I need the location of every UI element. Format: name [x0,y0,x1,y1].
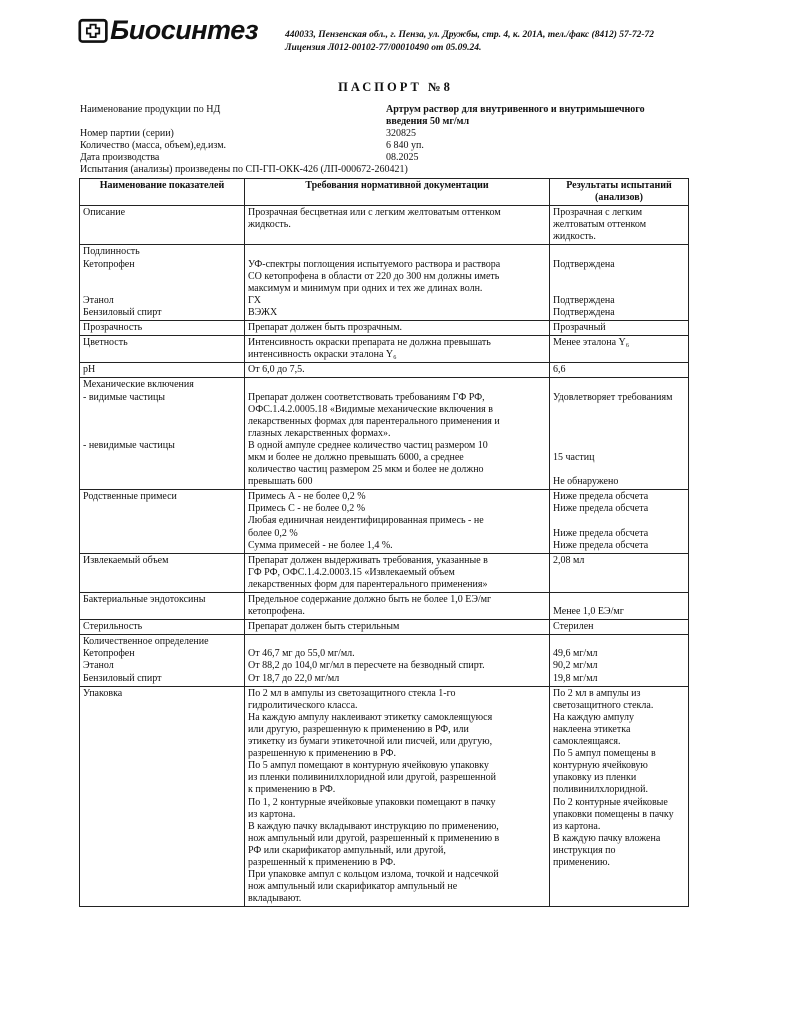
cell-line [248,636,546,648]
cell-line: Удовлетворяет требованиям [553,391,673,403]
cell-line: Извлекаемый объем [83,554,169,566]
cell-line: Бензиловый спирт [83,306,162,318]
cell-line: Прозрачная бесцветная или с легким желтоватым оттенком [248,207,501,219]
cell-line: От 88,2 до 104,0 мг/мл в пересчете на безводный спирт. [248,660,485,672]
cell-line: ГХ [248,294,262,306]
table-row [80,245,689,321]
column-header-name: Наименование показателей [80,179,245,206]
requirement-cell [245,686,550,907]
result-cell [550,363,689,378]
cell-line: из пленки поливинилхлоридной или другой, разрешенной [248,772,496,784]
cell-line: или другую, разрешенную к применению в РФ, или [248,723,469,735]
cell-line: Препарат должен выдерживать требования, указанные в [248,554,488,566]
cell-line: Прозрачный [553,322,606,334]
cell-line: Препарат должен быть прозрачным. [248,322,403,334]
cell-line: - невидимые частицы [83,439,175,451]
table-header-row [80,179,689,206]
cell-line: Предельное содержание должно быть не более 1,0 ЕЭ/мг [248,594,492,605]
product-value-line: Артрум раствор для внутривенного и внутримышечного [386,104,645,115]
indicator-cell [80,635,245,686]
cell-line: Подтверждена [553,294,615,306]
cell-line: Прозрачная с легким [553,207,643,219]
product-value [386,104,706,128]
requirement-cell [245,490,550,553]
result-cell [550,206,689,245]
cell-line: По 5 ампул помещены в [553,748,656,760]
table-row [80,378,689,490]
cell-line: Сумма примесей - не более 1,4 %. [248,539,393,551]
cell-line: Подтверждена [553,258,615,270]
cell-line: поливинилхлоридной. [553,784,648,796]
cell-line: СО кетопрофена в области от 220 до 300 нм должны иметь [248,270,500,282]
cell-line: нож ампульный или скарификатор ампульный не [248,881,458,893]
table-row [80,620,689,635]
indicator-cell [80,336,245,363]
result-cell [550,635,689,686]
requirement-cell [245,378,550,490]
cell-line: гидролитического класса. [248,699,358,711]
cell-line: 19,8 мг/мл [553,672,598,684]
cell-line: По 2 мл в ампулы из [553,687,641,699]
cell-line: Механические включения [83,379,194,391]
cell-line [83,283,241,295]
cell-line: Препарат должен соответствовать требованиям ГФ РФ, [248,391,485,403]
requirement-cell [245,620,550,635]
document-title: ПАСПОРТ №8 [338,80,453,94]
cell-line: Бензиловый спирт [83,672,162,684]
cell-line: Подлинность [83,246,140,258]
cell-line: инструкция по [553,844,616,856]
result-cell [550,593,689,620]
cell-line: Стерильность [83,621,143,633]
result-cell [550,321,689,336]
cell-line: Этанол [83,660,114,672]
table-body [80,206,689,907]
result-cell [550,378,689,490]
specification-table [79,178,689,907]
cell-line: разрешенный к применению в РФ. [248,856,396,868]
cell-line: По 1, 2 контурные ячейковые упаковки помещают в пачку [248,796,496,808]
requirement-cell [245,553,550,592]
cell-line: 2,08 мл [553,554,585,566]
production-date-label: Дата производства [80,152,160,163]
cell-line [553,271,685,283]
cell-line [83,404,241,416]
cell-line [553,440,685,452]
cell-line: Любая единичная неидентифицированная примесь - не [248,515,484,527]
cell-line: ГФ РФ, ОФС.1.4.2.0003.15 «Извлекаемый объем [248,566,455,578]
requirement-cell [245,635,550,686]
cell-line: разрешенную к применению в РФ. [248,748,396,760]
table-row [80,686,689,907]
cell-line [83,271,241,283]
cell-line: Ниже предела обсчета [553,527,649,539]
requirement-cell [245,593,550,620]
cell-line: Примесь С - не более 0,2 % [248,503,366,515]
cell-line: Интенсивность окраски препарата не должна превышать [248,337,491,349]
cell-line: По 2 контурные ячейковые [553,796,668,808]
requirement-cell [245,336,550,363]
cell-line [83,416,241,428]
cell-line [248,246,546,258]
table-row [80,490,689,553]
cell-line: На каждую ампулу [553,711,634,723]
cell-line: количество частиц размером 25 мкм и более не должно [248,464,484,476]
cell-line [553,283,685,295]
cell-line: кетопрофена. [248,606,305,618]
cell-line: Упаковка [83,687,123,699]
cell-line: Подтверждена [553,306,615,318]
cell-line: Этанол [83,294,114,306]
cell-line: От 46,7 мг до 55,0 мг/мл. [248,648,355,660]
cell-line: Препарат должен быть стерильным [248,621,400,633]
cell-line [553,246,685,258]
cell-line: контурную ячейковую [553,760,648,772]
cell-line: применению. [553,856,610,868]
cell-line [83,476,241,488]
column-header-requirements: Требования нормативной документации [245,179,550,206]
result-cell [550,686,689,907]
cell-line: Бактериальные эндотоксины [83,594,206,605]
requirement-cell [245,206,550,245]
cell-line: максимум и минимум при одних и тех же длинах волн. [248,282,483,294]
cell-line: лекарственных форм для парентерального применения» [248,578,488,590]
requirement-cell [245,245,550,321]
cell-line: Ниже предела обсчета [553,503,649,515]
cell-line: По 2 мл в ампулы из светозащитного стекла 1-го [248,687,456,699]
cell-line: глазных лекарственных формах». [248,427,391,439]
batch-label: Номер партии (серии) [80,128,174,139]
cell-line: мкм и более не должно превышать 6000, а среднее [248,451,464,463]
cell-line [83,452,241,464]
cell-line: интенсивность окраски эталона Y₆ [248,349,397,361]
cell-line: превышать 600 [248,476,313,488]
cell-line: вкладывают. [248,893,302,905]
cell-line: лекарственных формах для парентерального применения и [248,415,500,427]
biosintez-logo-icon [78,15,108,45]
cell-line [248,379,546,391]
result-cell [550,553,689,592]
cell-line: упаковки помещены в пачку [553,808,674,820]
cell-line [553,416,685,428]
cell-line [83,464,241,476]
cell-line [553,428,685,440]
cell-line [553,404,685,416]
table-row [80,321,689,336]
cell-line [553,379,685,391]
indicator-cell [80,620,245,635]
cell-line: На каждую ампулу наклеивают этикетку самоклеящуюся [248,711,493,723]
company-logo [78,14,258,46]
cell-line [83,428,241,440]
cell-line: В одной ампуле среднее количество частиц размером 10 [248,439,488,451]
cell-line: РФ или скарификатор ампульный, или другой, [248,844,446,856]
cell-line: из картона. [248,808,296,820]
quantity-value: 6 840 уп. [386,140,424,151]
table-row [80,635,689,686]
cell-line: Цветность [83,337,128,349]
cell-line: При упаковке ампул с кольцом излома, точкой и надсечкой [248,869,499,881]
cell-line: этикетку из бумаги этикеточной или писчей, или другую, [248,736,493,748]
indicator-cell [80,553,245,592]
cell-line: ВЭЖХ [248,306,278,318]
cell-line: От 18,7 до 22,0 мг/мл [248,672,340,684]
cell-line: От 6,0 до 7,5. [248,364,305,376]
cell-line [553,464,685,476]
cell-line: В каждую пачку вкладывают инструкцию по применению, [248,820,499,832]
cell-line: светозащитного стекла. [553,699,654,711]
cell-line: нож ампульный или другой, разрешенный к применению в [248,832,500,844]
indicator-cell [80,686,245,907]
cell-line: 15 частиц [553,451,595,463]
company-address [285,29,654,55]
cell-line: упаковку из пленки [553,772,637,784]
indicator-cell [80,245,245,321]
cell-line: ОФС.1.4.2.0005.18 «Видимые механические включения в [248,403,493,415]
cell-line: Не обнаружено [553,476,619,488]
table-row [80,363,689,378]
table-row [80,553,689,592]
cell-line [553,636,685,648]
cell-line: Количественное определение [83,636,209,648]
batch-value: 320825 [386,128,416,139]
indicator-cell [80,490,245,553]
result-cell [550,490,689,553]
indicator-cell [80,593,245,620]
requirement-cell [245,363,550,378]
table-row [80,206,689,245]
table-row [80,336,689,363]
logo-text: Биосинтез [110,14,258,45]
cell-line: 6,6 [553,364,566,376]
cell-line: Ниже предела обсчета [553,539,649,551]
cell-line: УФ-спектры поглощения испытуемого раствора и раствора [248,258,501,270]
product-label: Наименование продукции по НД [80,104,221,115]
cell-line: наклеена этикетка [553,723,631,735]
address-line: 440033, Пензенская обл., г. Пенза, ул. Дружбы, стр. 4, к. 201А, тел./факс (8412) 57-72-72 [285,30,655,40]
cell-line: Примесь А - не более 0,2 % [248,491,366,503]
cell-line: Родственные примеси [83,491,177,503]
cell-line: Кетопрофен [83,648,135,660]
cell-line: желтоватым оттенком [553,219,647,231]
cell-line: к применению в РФ. [248,784,336,796]
tests-reference: Испытания (анализы) произведены по СП-ГП-ОКК-426 (ЛП-000672-260421) [80,164,408,175]
cell-line: Ниже предела обсчета [553,491,649,503]
result-cell [550,336,689,363]
indicator-cell [80,363,245,378]
indicator-cell [80,378,245,490]
cell-line: По 5 ампул помещают в контурную ячейковую упаковку [248,760,489,772]
cell-line: самоклеящаяся. [553,736,621,748]
cell-line: жидкость. [248,219,291,231]
result-cell [550,245,689,321]
cell-line: pH [83,364,96,376]
table-row [80,593,689,620]
indicator-cell [80,206,245,245]
cell-line: Кетопрофен [83,258,135,270]
cell-line: В каждую пачку вложена [553,832,661,844]
cell-line: 49,6 мг/мл [553,648,598,660]
cell-line: Менее эталона Y₆ [553,337,630,349]
cell-line: более 0,2 % [248,527,298,539]
cell-line: жидкость. [553,231,596,243]
cell-line: 90,2 мг/мл [553,660,598,672]
quantity-label: Количество (масса, объем),ед.изм. [80,140,227,151]
cell-line: Прозрачность [83,322,143,334]
requirement-cell [245,321,550,336]
product-value-line: введения 50 мг/мл [386,116,470,127]
cell-line [553,594,685,606]
license-line: Лицензия Л012-00102-77/00010490 от 05.09.24. [285,43,482,53]
cell-line: - видимые частицы [83,391,166,403]
production-date-value: 08.2025 [386,152,419,163]
indicator-cell [80,321,245,336]
column-header-results: Результаты испытаний (анализов) [550,179,689,206]
cell-line: Описание [83,207,126,219]
cell-line [553,515,685,527]
cell-line: из картона. [553,820,601,832]
cell-line: Менее 1,0 ЕЭ/мг [553,606,624,618]
cell-line: Стерилен [553,621,594,633]
result-cell [550,620,689,635]
